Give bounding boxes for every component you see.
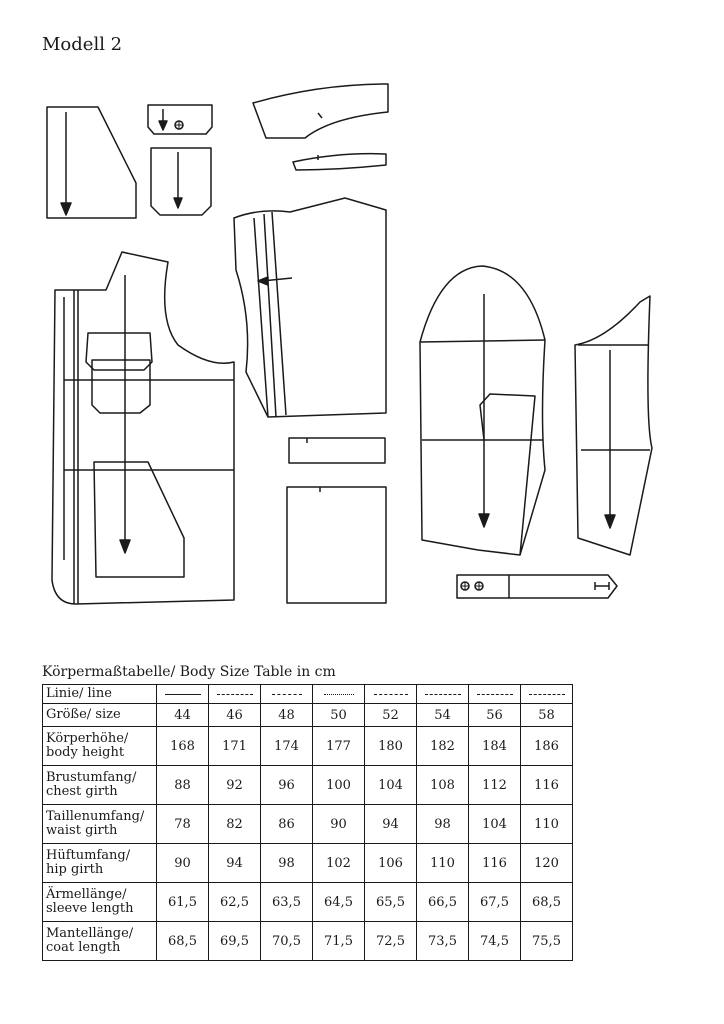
line-sample bbox=[417, 685, 469, 704]
table-cell: 174 bbox=[261, 727, 313, 766]
table-cell: 73,5 bbox=[417, 922, 469, 961]
table-row bbox=[43, 883, 573, 922]
size-cell: 58 bbox=[521, 704, 573, 727]
table-cell: 90 bbox=[157, 844, 209, 883]
row-label: Körperhöhe/ body height bbox=[43, 727, 157, 766]
table-cell: 168 bbox=[157, 727, 209, 766]
table-cell: 100 bbox=[313, 766, 365, 805]
table-cell: 104 bbox=[365, 766, 417, 805]
table-cell: 184 bbox=[469, 727, 521, 766]
upper-sleeve-piece bbox=[420, 266, 545, 555]
under-sleeve-piece bbox=[575, 296, 652, 555]
table-cell: 177 bbox=[313, 727, 365, 766]
table-cell: 92 bbox=[209, 766, 261, 805]
table-cell: 110 bbox=[521, 805, 573, 844]
size-cell: 44 bbox=[157, 704, 209, 727]
body-size-table bbox=[42, 684, 573, 961]
table-cell: 82 bbox=[209, 805, 261, 844]
table-cell: 78 bbox=[157, 805, 209, 844]
upper-collar-piece bbox=[253, 84, 388, 138]
size-cell: 46 bbox=[209, 704, 261, 727]
table-cell: 61,5 bbox=[157, 883, 209, 922]
table-cell: 112 bbox=[469, 766, 521, 805]
line-row bbox=[43, 685, 573, 704]
size-cell: 54 bbox=[417, 704, 469, 727]
table-cell: 108 bbox=[417, 766, 469, 805]
table-row bbox=[43, 844, 573, 883]
collar-piece bbox=[47, 107, 136, 218]
line-row-label: Linie/ line bbox=[43, 685, 157, 704]
pocket-flap-piece bbox=[148, 105, 212, 134]
table-cell: 88 bbox=[157, 766, 209, 805]
table-cell: 72,5 bbox=[365, 922, 417, 961]
size-row-label: Größe/ size bbox=[43, 704, 157, 727]
table-cell: 71,5 bbox=[313, 922, 365, 961]
size-cell: 56 bbox=[469, 704, 521, 727]
table-cell: 70,5 bbox=[261, 922, 313, 961]
pocket-piece bbox=[151, 148, 211, 215]
table-cell: 186 bbox=[521, 727, 573, 766]
table-cell: 116 bbox=[521, 766, 573, 805]
table-cell: 62,5 bbox=[209, 883, 261, 922]
table-cell: 65,5 bbox=[365, 883, 417, 922]
size-cell: 52 bbox=[365, 704, 417, 727]
table-cell: 182 bbox=[417, 727, 469, 766]
table-cell: 94 bbox=[365, 805, 417, 844]
line-sample bbox=[469, 685, 521, 704]
row-label: Brustumfang/ chest girth bbox=[43, 766, 157, 805]
row-label: Hüftumfang/ hip girth bbox=[43, 844, 157, 883]
table-cell: 64,5 bbox=[313, 883, 365, 922]
facing-strip-piece bbox=[289, 438, 385, 463]
table-cell: 69,5 bbox=[209, 922, 261, 961]
table-cell: 98 bbox=[417, 805, 469, 844]
table-caption: Körpermaßtabelle/ Body Size Table in cm bbox=[42, 664, 336, 680]
row-label: Taillenumfang/ waist girth bbox=[43, 805, 157, 844]
table-cell: 67,5 bbox=[469, 883, 521, 922]
table-cell: 171 bbox=[209, 727, 261, 766]
size-cell: 50 bbox=[313, 704, 365, 727]
table-row bbox=[43, 727, 573, 766]
size-row bbox=[43, 704, 573, 727]
back-piece bbox=[234, 198, 386, 417]
table-cell: 68,5 bbox=[157, 922, 209, 961]
table-cell: 102 bbox=[313, 844, 365, 883]
row-label: Ärmellänge/ sleeve length bbox=[43, 883, 157, 922]
table-cell: 74,5 bbox=[469, 922, 521, 961]
front-piece bbox=[52, 252, 234, 604]
table-row bbox=[43, 805, 573, 844]
table-cell: 94 bbox=[209, 844, 261, 883]
row-label: Mantellänge/ coat length bbox=[43, 922, 157, 961]
table-cell: 110 bbox=[417, 844, 469, 883]
line-sample bbox=[261, 685, 313, 704]
lining-piece bbox=[287, 487, 386, 603]
table-cell: 75,5 bbox=[521, 922, 573, 961]
line-sample bbox=[209, 685, 261, 704]
page-title: Modell 2 bbox=[42, 34, 123, 55]
table-cell: 68,5 bbox=[521, 883, 573, 922]
table-row bbox=[43, 922, 573, 961]
table-cell: 180 bbox=[365, 727, 417, 766]
size-cell: 48 bbox=[261, 704, 313, 727]
table-cell: 86 bbox=[261, 805, 313, 844]
belt-tab-piece bbox=[457, 575, 617, 598]
line-sample bbox=[365, 685, 417, 704]
table-cell: 116 bbox=[469, 844, 521, 883]
table-cell: 63,5 bbox=[261, 883, 313, 922]
table-cell: 104 bbox=[469, 805, 521, 844]
table-row bbox=[43, 766, 573, 805]
table-cell: 120 bbox=[521, 844, 573, 883]
line-sample bbox=[313, 685, 365, 704]
line-sample bbox=[521, 685, 573, 704]
table-cell: 106 bbox=[365, 844, 417, 883]
table-cell: 66,5 bbox=[417, 883, 469, 922]
table-cell: 90 bbox=[313, 805, 365, 844]
line-sample bbox=[157, 685, 209, 704]
table-cell: 98 bbox=[261, 844, 313, 883]
table-cell: 96 bbox=[261, 766, 313, 805]
lapel-strip-piece bbox=[293, 154, 386, 170]
